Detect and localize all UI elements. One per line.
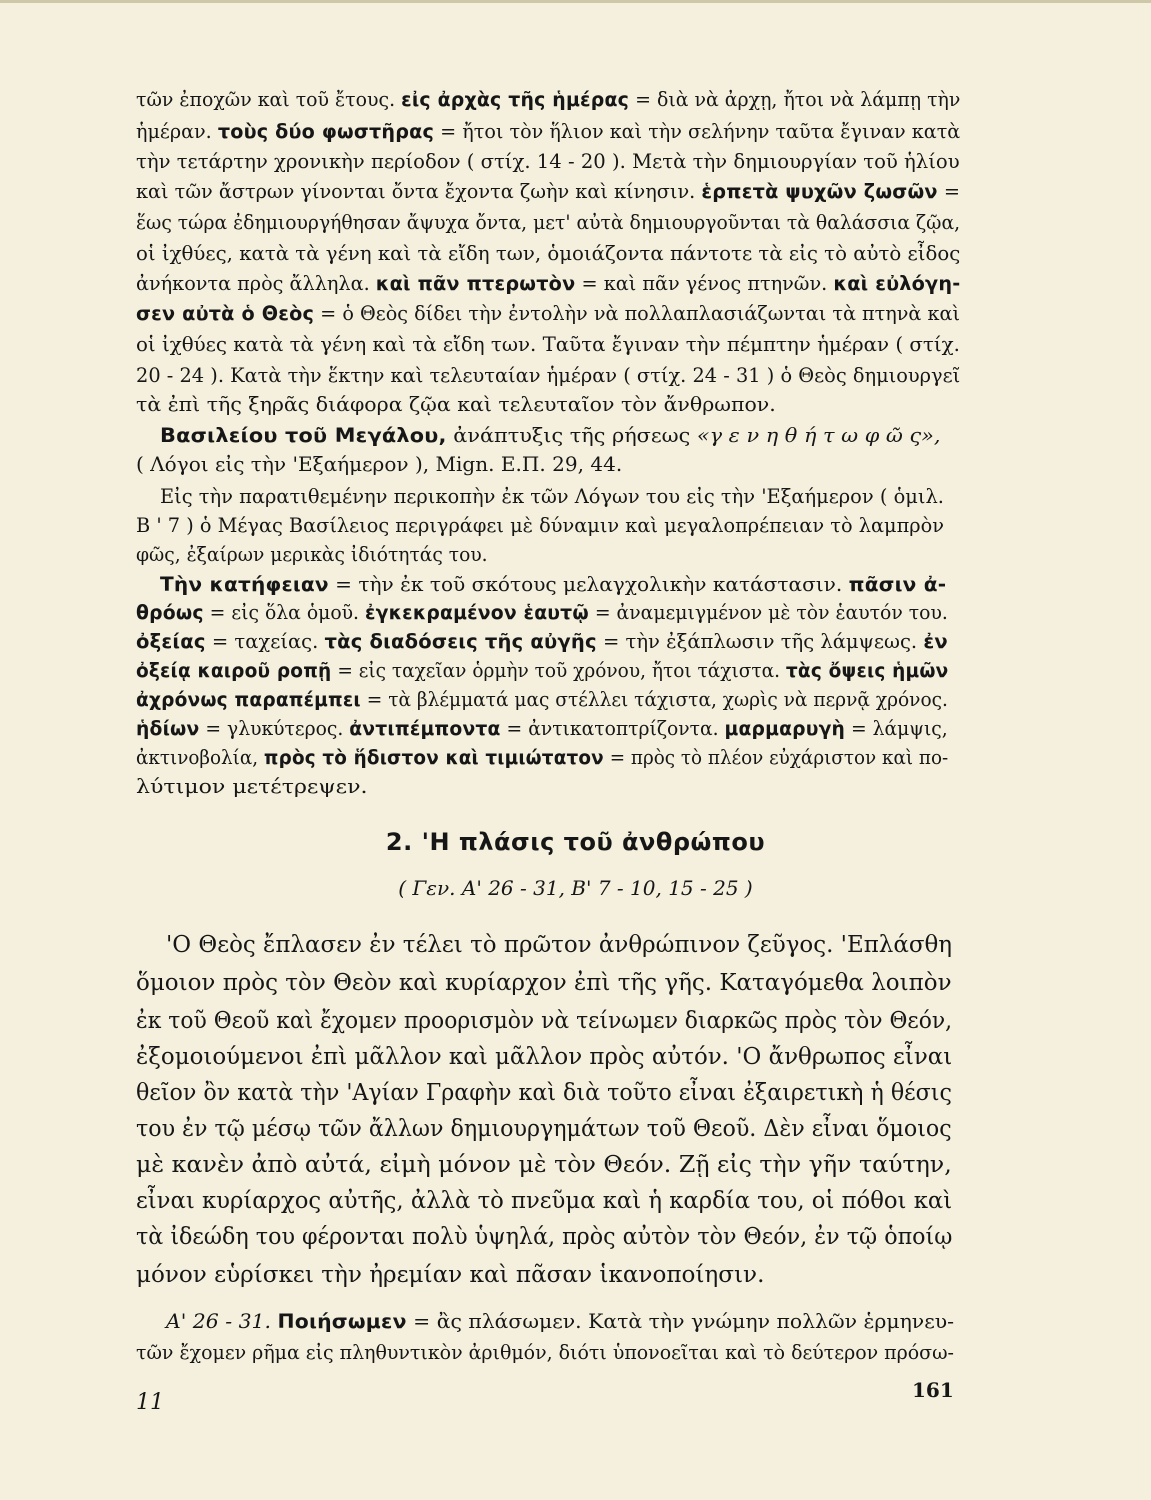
text-run: καὶ τῶν ἄστρων γίνονται ὄντα ἔχοντα ζωὴν καὶ κίνησιν. (136, 180, 702, 203)
text-line (136, 543, 488, 566)
glossary-term: Τὴν κατήφειαν (160, 573, 329, 596)
text-run: οἱ ἰχθύες κατὰ τὰ γένη καὶ τὰ εἴδη των. Ταῦτα ἔγιναν τὴν πέμπτην ἡμέραν ( στίχ. (136, 333, 960, 356)
text-run: = (937, 180, 960, 203)
text-line (136, 302, 960, 325)
glossary-term: μαρμαρυγὴ (724, 717, 846, 740)
text-run: = ταχείας. (205, 630, 325, 653)
text-run: τὰ ἰδεώδη του φέρονται πολὺ ὑψηλά, πρὸς αὐτὸν τὸν Θεόν, ἐν τῷ ὁποίῳ (136, 1224, 953, 1250)
text-run: τὴν τετάρτην χρονικὴν περίοδον ( στίχ. 14 - 20 ). Μετὰ τὴν δημιουργίαν τοῦ ἡλίου (136, 150, 960, 173)
text-line (166, 1310, 954, 1333)
text-run: μὲ κανὲν ἀπὸ αὐτά, εἰμὴ μόνον μὲ τὸν Θεόν. Ζῇ εἰς τὴν γῆν ταύτην, (136, 1152, 952, 1178)
text-run: θεῖον ὂν κατὰ τὴν 'Αγίαν Γραφὴν καὶ διὰ τοῦτο εἶναι ἐξαιρετικὴ ἡ θέσις (136, 1080, 952, 1106)
glossary-term: τὰς ὄψεις ἡμῶν (785, 659, 949, 682)
glossary-term: ἡδίων (136, 717, 200, 740)
text-line (166, 932, 952, 958)
text-line (136, 272, 960, 295)
text-run: = καὶ πᾶν γένος πτηνῶν. (575, 272, 834, 295)
text-line (136, 970, 952, 996)
text-run: οἱ ἰχθύες, κατὰ τὰ γένη καὶ τὰ εἴδη των, ὁμοιάζοντα πάντοτε τὰ εἰς τὸ αὐτὸ εἶδος (136, 242, 961, 265)
glossary-term: τοὺς δύο φωστῆρας (217, 120, 435, 143)
glossary-term: Βασιλείου τοῦ Μεγάλου, (160, 424, 447, 447)
text-line (136, 150, 960, 173)
text-line (136, 688, 948, 711)
glossary-term: πᾶσιν ἀ- (848, 573, 947, 596)
text-run: = ἤτοι τὸν ἥλιον καὶ τὴν σελήνην ταῦτα ἔγιναν κατὰ (434, 120, 961, 143)
text-line (136, 88, 960, 111)
text-run: 'Ο Θεὸς ἔπλασεν ἐν τέλει τὸ πρῶτον ἀνθρώπινον ζεῦγος. 'Επλάσθη (166, 932, 953, 958)
text-line (136, 1044, 952, 1070)
signature-mark: 11 (136, 1390, 164, 1415)
text-run: ἀκτινοβολία, (136, 746, 264, 769)
glossary-term: τὰς διαδόσεις τῆς αὐγῆς (324, 630, 597, 653)
text-run: ὅμοιον πρὸς τὸν Θεὸν καὶ κυρίαρχον ἐπὶ τῆς γῆς. Καταγόμεθα λοιπὸν (136, 970, 952, 996)
glossary-term: ἀχρόνως παραπέμπει (136, 688, 361, 711)
text-line (160, 485, 944, 508)
glossary-term: θρόως (136, 601, 204, 624)
text-run: = εἰς ταχεῖαν ὁρμὴν τοῦ χρόνου, ἤτοι τάχιστα. (331, 659, 786, 682)
text-line (136, 601, 948, 624)
text-run: = γλυκύτερος. (199, 717, 350, 740)
text-line (160, 573, 946, 596)
text-run: = ὁ Θεὸς δίδει τὴν ἐντολὴν νὰ πολλαπλασιάζωνται τὰ πτηνὰ καὶ (314, 302, 960, 325)
text-run: ἐκ τοῦ Θεοῦ καὶ ἔχομεν προορισμὸν νὰ τείνωμεν διαρκῶς πρὸς τὸν Θεόν, (136, 1008, 953, 1034)
text-run: του ἐν τῷ μέσῳ τῶν ἄλλων δημιουργημάτων τοῦ Θεοῦ. Δὲν εἶναι ὅμοιος (136, 1116, 952, 1142)
text-line (136, 659, 948, 682)
text-run: τῶν ἔχομεν ρῆμα εἰς πληθυντικὸν ἀριθμόν, διότι ὑπονοεῖται καὶ τὸ δεύτερον πρόσω- (136, 1341, 954, 1364)
text-run: ἕως τώρα ἐδημιουργήθησαν ἄψυχα ὄντα, μετ' αὐτὰ δημιουργοῦνται τὰ θαλάσσια ζῷα, (136, 211, 961, 234)
text-line (136, 717, 948, 740)
text-line (136, 514, 944, 537)
text-line (136, 1341, 954, 1364)
text-line (136, 630, 948, 653)
text-line (136, 1224, 952, 1250)
glossary-term: ἐν (923, 630, 948, 653)
text-run: ( Λόγοι εἰς τὴν 'Εξαήμερον ), Mign. Ε.Π. 29, 44. (136, 453, 623, 476)
text-run: = ἂς πλάσωμεν. Κατὰ τὴν γνώμην πολλῶν ἑρμηνευ- (406, 1310, 955, 1333)
text-line (136, 211, 960, 234)
text-run: = τὰ βλέμματά μας στέλλει τάχιστα, χωρὶς νὰ περνᾷ χρόνος. (360, 688, 948, 711)
text-run: = εἰς ὅλα ὁμοῦ. (203, 601, 366, 624)
text-run: λύτιμον μετέτρεψεν. (136, 775, 368, 798)
glossary-term: ὀξείᾳ καιροῦ ροπῇ (136, 659, 332, 682)
text-line (136, 120, 960, 143)
glossary-term: ἑρπετὰ ψυχῶν ζωσῶν (701, 180, 938, 203)
text-line (136, 333, 960, 356)
text-line (136, 364, 960, 387)
text-line (136, 1008, 952, 1034)
glossary-term: ὀξείας (136, 630, 206, 653)
glossary-term: σεν αὐτὰ ὁ Θεὸς (136, 302, 315, 325)
text-line (136, 242, 960, 265)
text-run: ἐξομοιούμενοι ἐπὶ μᾶλλον καὶ μᾶλλον πρὸς αὐτόν. 'Ο ἄνθρωπος εἶναι (136, 1044, 953, 1070)
text-line (136, 1188, 952, 1214)
glossary-term: πρὸς τὸ ἥδιστον καὶ τιμιώτατον (263, 746, 604, 769)
text-run: Α' 26 - 31. (166, 1310, 271, 1333)
text-line (136, 775, 368, 798)
glossary-term: ἐγκεκραμένον ἑαυτῷ (365, 601, 589, 624)
text-run: «γ ε ν η θ ή τ ω φ ῶ ς», (696, 424, 941, 447)
text-run: τῶν ἐποχῶν καὶ τοῦ ἔτους. (136, 88, 402, 111)
text-run: = ἀναμεμιγμένον μὲ τὸν ἑαυτόν του. (588, 601, 948, 624)
page-number: 161 (912, 1378, 954, 1402)
text-run: εἶναι κυρίαρχος αὐτῆς, ἀλλὰ τὸ πνεῦμα καὶ ἡ καρδία του, οἱ πόθοι καὶ (136, 1188, 953, 1214)
text-line (136, 1080, 952, 1106)
glossary-term: εἰς ἀρχὰς τῆς ἡμέρας (401, 88, 630, 111)
text-line (136, 453, 622, 476)
glossary-term: καὶ πᾶν πτερωτὸν (375, 272, 576, 295)
text-run: = ἀντικατοπτρίζοντα. (500, 717, 725, 740)
text-run: ἀνάπτυξις τῆς ρήσεως (446, 424, 697, 447)
text-run: = πρὸς τὸ πλέον εὐχάριστον καὶ πο- (603, 746, 949, 769)
text-line (136, 1152, 952, 1178)
text-run: Εἰς τὴν παρατιθεμένην περικοπὴν ἐκ τῶν Λόγων του εἰς τὴν 'Εξαήμερον ( ὁμιλ. (160, 485, 944, 508)
glossary-term: Ποιήσωμεν (277, 1310, 407, 1333)
text-run: = λάμψις, (845, 717, 948, 740)
text-line (136, 1262, 764, 1288)
scripture-reference: ( Γεν. Α' 26 - 31, Β' 7 - 10, 15 - 25 ) (398, 876, 753, 900)
text-run: τὰ ἐπὶ τῆς ξηρᾶς διάφορα ζῷα καὶ τελευταῖον τὸν ἄνθρωπον. (136, 393, 776, 416)
text-run: = τὴν ἐξάπλωσιν τῆς λάμψεως. (596, 630, 924, 653)
text-line (136, 746, 948, 769)
text-run: ἡμέραν. (136, 120, 218, 143)
text-run: = διὰ νὰ ἀρχῃ, ἤτοι νὰ λάμπῃ τὴν (629, 88, 961, 111)
text-run: φῶς, ἐξαίρων μερικὰς ἰδιότητάς του. (136, 543, 488, 566)
text-run: μόνον εὑρίσκει τὴν ἠρεμίαν καὶ πᾶσαν ἱκανοποίησιν. (136, 1262, 765, 1288)
text-run: = τὴν ἐκ τοῦ σκότους μελαγχολικὴν κατάστασιν. (328, 573, 849, 596)
text-line (136, 393, 776, 416)
text-line (136, 1116, 952, 1142)
glossary-term: καὶ εὐλόγη- (833, 272, 961, 295)
text-run: Β ' 7 ) ὁ Μέγας Βασίλειος περιγράφει μὲ δύναμιν καὶ μεγαλοπρέπειαν τὸ λαμπρὸν (136, 514, 944, 537)
section-heading: 2. 'Η πλάσις τοῦ ἀνθρώπου (385, 828, 766, 856)
text-line (160, 424, 941, 447)
text-run: 20 - 24 ). Κατὰ τὴν ἕκτην καὶ τελευταίαν ἡμέραν ( στίχ. 24 - 31 ) ὁ Θεὸς δημιουργεῖ (136, 364, 961, 387)
text-run: ἀνήκοντα πρὸς ἄλληλα. (136, 272, 376, 295)
text-line (136, 180, 960, 203)
glossary-term: ἀντιπέμποντα (349, 717, 501, 740)
